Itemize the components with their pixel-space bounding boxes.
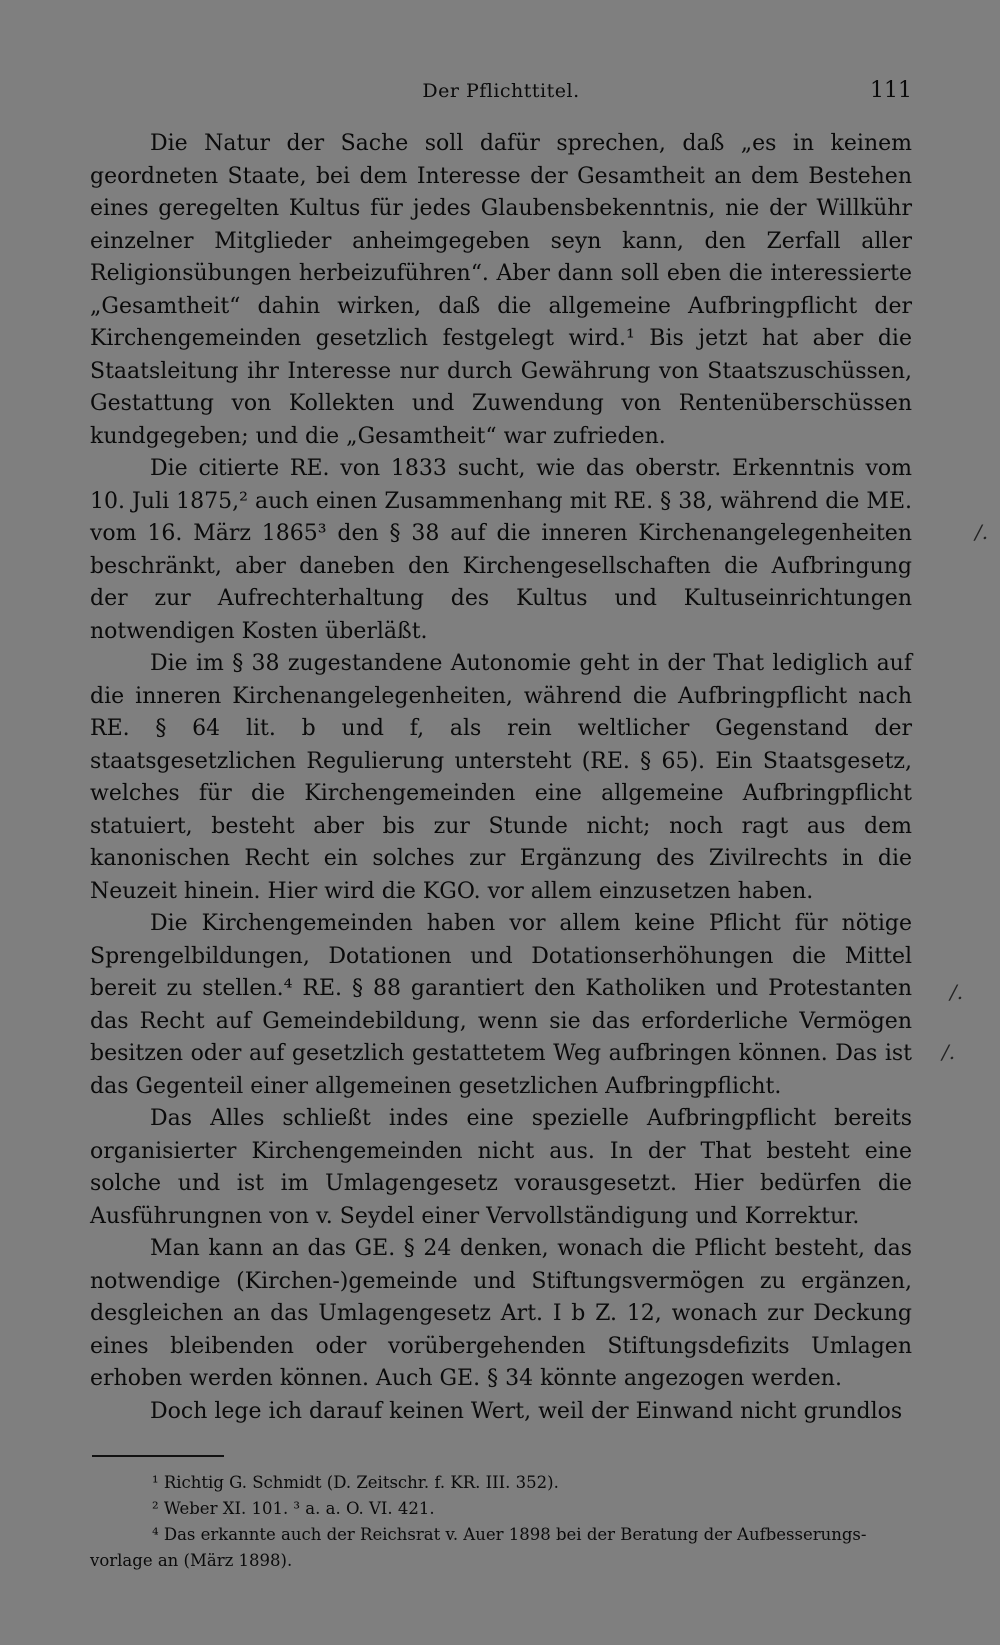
margin-mark: /. <box>975 520 989 544</box>
footnotes <box>90 1470 912 1574</box>
footnote: ² Weber XI. 101. ³ a. a. O. VI. 421. <box>152 1499 435 1518</box>
footnote: ⁴ Das erkannte auch der Reichsrat v. Auer 1898 bei der Beratung der Aufbesserungs- <box>152 1525 867 1544</box>
paragraph: Die Natur der Sache soll dafür sprechen, daß „es in keinem geordneten Staate, bei dem Interesse der Gesamtheit an dem Bestehen eines geregelten Kultus für jedes Glaubensbekenntnis, nie der Willkühr einzelner Mitglieder anheimgegeben seyn kann, den Zerfall aller Religionsübungen herbeizuführen“. Aber dann soll eben die interessierte „Gesamtheit“ dahin wirken, daß die allgemeine Aufbringpflicht der Kirchengemeinden gesetzlich festgelegt wird.¹ Bis jetzt hat aber die Staatsleitung ihr Interesse nur durch Gewährung von Staatszuschüssen, Gestattung von Kollekten und Zuwendung von Rentenüberschüssen kundgegeben; und die „Gesamtheit“ war zufrieden. <box>90 131 912 449</box>
paragraph: Die citierte RE. von 1833 sucht, wie das oberstr. Erkenntnis vom 10. Juli 1875,² auch einen Zusammenhang mit RE. § 38, während die ME. vom 16. März 1865³ den § 38 auf die inneren Kirchenangelegenheiten beschränkt, aber daneben den Kirchengesellschaften die Aufbringung der zur Aufrechterhaltung des Kultus und Kultuseinrichtungen notwendigen Kosten überläßt. <box>90 456 912 644</box>
paragraph: Die Kirchengemeinden haben vor allem keine Pflicht für nötige Sprengelbildungen, Dotationen und Dotationserhöhungen die Mittel bereit zu stellen.⁴ RE. § 88 garantiert den Katholiken und Protestanten das Recht auf Gemeindebildung, wenn sie das erforderliche Vermögen besitzen oder auf gesetzlich gestattetem Weg aufbringen können. Das ist das Gegenteil einer allgemeinen gesetzlichen Aufbringpflicht. <box>90 911 912 1099</box>
footnote: ¹ Richtig G. Schmidt (D. Zeitschr. f. KR. III. 352). <box>152 1473 559 1492</box>
paragraph: Die im § 38 zugestandene Autonomie geht in der That lediglich auf die inneren Kirchenangelegenheiten, während die Aufbringpflicht nach RE. § 64 lit. b und f, als rein weltlicher Gegenstand der staatsgesetzlichen Regulierung untersteht (RE. § 65). Ein Staatsgesetz, welches für die Kirchengemeinden eine allgemeine Aufbringpflicht statuiert, besteht aber bis zur Stunde nicht; noch ragt aus dem kanonischen Recht ein solches zur Ergänzung des Zivilrechts in die Neuzeit hinein. Hier wird die KGO. vor allem einzusetzen haben. <box>90 651 912 904</box>
paragraph: Man kann an das GE. § 24 denken, wonach die Pflicht besteht, das notwendige (Kirchen-)gemeinde und Stiftungsvermögen zu ergänzen, desgleichen an das Umlagengesetz Art. I b Z. 12, wonach zur Deckung eines bleibenden oder vorübergehenden Stiftungsdefizits Umlagen erhoben werden können. Auch GE. § 34 könnte angezogen werden. <box>90 1236 912 1391</box>
paragraph: Das Alles schließt indes eine spezielle Aufbringpflicht bereits organisierter Kirchengemeinden nicht aus. In der That besteht eine solche und ist im Umlagengesetz vorausgesetzt. Hier bedürfen die Ausführungnen von v. Seydel einer Vervollständigung und Korrektur. <box>90 1106 912 1229</box>
margin-mark: /. <box>950 980 964 1004</box>
body-text <box>90 128 912 1428</box>
footnote-rule <box>92 1455 224 1457</box>
page-number: 111 <box>870 78 912 103</box>
paragraph: Doch lege ich darauf keinen Wert, weil der Einwand nicht grundlos <box>150 1398 903 1424</box>
running-title: Der Pflichttitel. <box>422 80 580 102</box>
margin-mark: /. <box>942 1040 956 1064</box>
page-header <box>90 76 912 108</box>
footnote-continuation: vorlage an (März 1898). <box>90 1551 293 1570</box>
